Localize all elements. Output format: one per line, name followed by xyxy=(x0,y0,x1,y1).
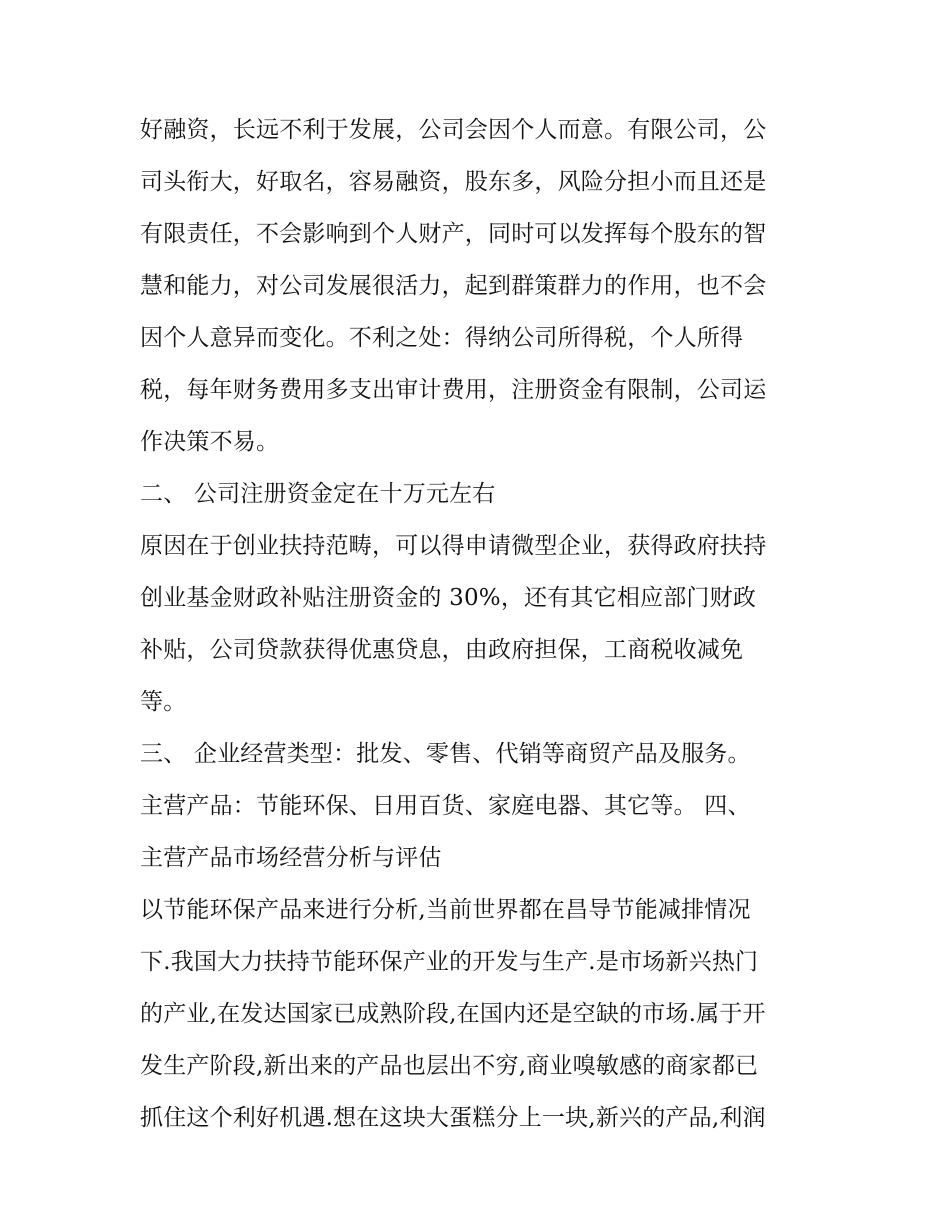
body-text xyxy=(140,104,816,1144)
text-line: 等。 xyxy=(140,689,187,715)
text-line: 慧和能力，对公司发展很活力，起到群策群力的作用，也不会 xyxy=(140,273,767,299)
text-line: 抓住这个利好机遇.想在这块大蛋糕分上一块,新兴的产品,利润 xyxy=(140,1105,766,1131)
text-line: 原因在于创业扶持范畴，可以得申请微型企业，获得政府扶持 xyxy=(140,533,767,559)
text-line: 司头衔大，好取名，容易融资，股东多，风险分担小而且还是 xyxy=(140,169,767,195)
text-line: 作决策不易。 xyxy=(140,429,280,455)
text-line: 好融资，长远不利于发展，公司会因个人而意。有限公司，公 xyxy=(140,117,767,143)
text-line: 补贴，公司贷款获得优惠贷息，由政府担保，工商税收减免 xyxy=(140,637,744,663)
section-heading-4: 主营产品市场经营分析与评估 xyxy=(140,845,442,871)
section-heading-2: 二、 公司注册资金定在十万元左右 xyxy=(140,481,496,507)
text-line: 的产业,在发达国家已成熟阶段,在国内还是空缺的市场.属于开 xyxy=(140,1001,766,1027)
section-heading-3: 三、 企业经营类型：批发、零售、代销等商贸产品及服务。 xyxy=(140,741,751,767)
text-line: 下.我国大力扶持节能环保产业的开发与生产.是市场新兴热门 xyxy=(140,949,759,975)
text-line: 有限责任，不会影响到个人财产，同时可以发挥每个股东的智 xyxy=(140,221,767,247)
text-line: 发生产阶段,新出来的产品也层出不穷,商业嗅敏感的商家都已 xyxy=(140,1053,759,1079)
text-line: 税，每年财务费用多支出审计费用，注册资金有限制，公司运 xyxy=(140,377,767,403)
text-line: 因个人意异而变化。不利之处：得纳公司所得税，个人所得 xyxy=(140,325,744,351)
text-line: 主营产品：节能环保、日用百货、家庭电器、其它等。 四、 xyxy=(140,793,751,819)
text-line: 创业基金财政补贴注册资金的 30%，还有其它相应部门财政 xyxy=(140,585,757,611)
text-line: 以节能环保产品来进行分析,当前世界都在昌导节能减排情况 xyxy=(140,897,751,923)
